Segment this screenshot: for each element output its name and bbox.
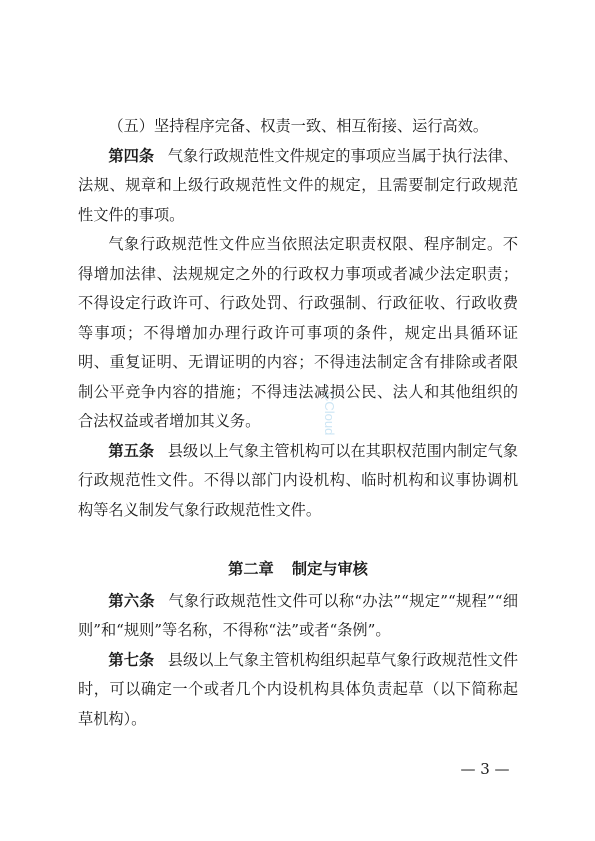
article-6-label: 第六条 xyxy=(108,591,155,610)
article-4-paragraph-2: 气象行政规范性文件应当依照法定职责权限、程序制定。不得增加法律、法规规定之外的行政权力事项或者减少法定职责；不得设定行政许可、行政处罚、行政强制、行政征收、行政收费等事项；不得增加办理行政许可事项的条件，规定出具循环证明、重复证明、无谓证明的内容；不得违法制定含有排除或者限制公平竞争内容的措施；不得违法减损公民、法人和其他组织的合法权益或者增加其义务。 xyxy=(78,235,518,430)
article-5 xyxy=(78,437,518,526)
chapter-number: 第二章 xyxy=(228,560,274,578)
article-7 xyxy=(78,646,518,735)
chapter-heading xyxy=(78,555,518,585)
chapter-title: 制定与审核 xyxy=(291,560,368,578)
article-4-text: 气象行政规范性文件规定的事项应当属于执行法律、法规、规章和上级行政规范性文件的规定，且需要制定行政规范性文件的事项。 xyxy=(78,146,519,224)
article-4 xyxy=(78,142,518,231)
article-5-label: 第五条 xyxy=(108,441,155,460)
article-6 xyxy=(78,587,518,646)
article-4-label: 第四条 xyxy=(108,146,155,165)
document-body xyxy=(78,112,518,734)
article-7-text: 县级以上气象主管机构组织起草气象行政规范性文件时，可以确定一个或者几个内设机构具体负责起草（以下简称起草机构）。 xyxy=(78,650,519,728)
article-5-text: 县级以上气象主管机构可以在其职权范围内制定气象行政规范性文件。不得以部门内设机构、临时机构和议事协调机构等名义制发气象行政规范性文件。 xyxy=(78,441,519,519)
paragraph-item-5: （五）坚持程序完备、权责一致、相互衔接、运行高效。 xyxy=(108,117,489,135)
article-7-label: 第七条 xyxy=(108,650,155,669)
article-6-text: 气象行政规范性文件可以称“办法”“规定”“规程”“细则”和“规则”等名称，不得称“法”或者“条例”。 xyxy=(78,591,519,639)
watermark-text: CCloud xyxy=(322,392,337,436)
page-number: — 3 — xyxy=(460,760,510,778)
